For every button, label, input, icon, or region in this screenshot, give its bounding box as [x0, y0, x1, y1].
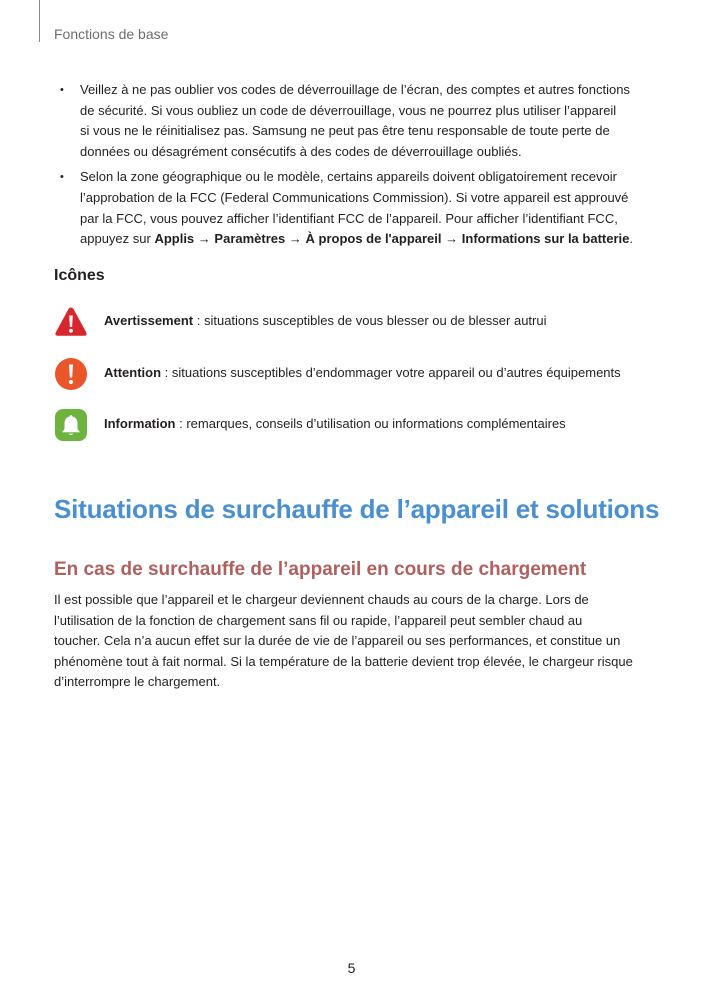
caution-label: Attention — [104, 365, 162, 380]
subsection-title: En cas de surchauffe de l’appareil en cours de chargement — [54, 559, 587, 580]
page-number: 5 — [347, 960, 356, 976]
information-label: Information — [104, 416, 176, 431]
body-paragraph — [54, 590, 654, 693]
bullet-line: de sécurité. Si vous oubliez un code de déverrouillage, vous ne pourrez plus utiliser l’appareil — [80, 102, 617, 118]
paragraph-line: d’interrompre le chargement. — [54, 674, 221, 690]
warning-text: : situations susceptibles de vous blesser ou de blesser autrui — [193, 313, 547, 328]
icons-heading: Icônes — [54, 267, 105, 284]
bullet-line: par la FCC, vous pouvez afficher l’identifiant FCC de l’appareil. Pour afficher l’identifiant FCC, — [80, 210, 618, 226]
paragraph-line: phénomène tout à fait normal. Si la température de la batterie devient trop élevée, le chargeur risque — [54, 653, 633, 669]
icon-legend-information — [54, 408, 654, 448]
bullet-line: si vous ne le réinitialisez pas. Samsung ne peut pas être tenu responsable de toute perte de — [80, 123, 610, 139]
running-header: Fonctions de base — [54, 26, 169, 42]
menu-step-battery-info: Informations sur la batterie — [461, 231, 630, 247]
bullet-dot-icon: • — [60, 84, 64, 96]
icon-legend-caution — [54, 357, 654, 397]
bullet-item-fcc — [54, 167, 654, 249]
paragraph-line: l’utilisation de la fonction de chargement sans fil ou rapide, l’appareil peut sembler chaud au — [54, 612, 583, 628]
menu-step-about-device: À propos de l'appareil — [305, 231, 442, 247]
paragraph-line: toucher. Cela n’a aucun effet sur la durée de vie de l’appareil ou ses performances, et constitue un — [54, 633, 621, 649]
bullet-list — [54, 80, 654, 255]
bullet-line: l’approbation de la FCC (Federal Communications Commission). Si votre appareil est approuvé — [80, 189, 629, 205]
menu-path — [80, 229, 654, 250]
warning-description — [104, 313, 547, 328]
menu-path-suffix: . — [629, 231, 633, 247]
section-title: Situations de surchauffe de l’appareil et solutions — [54, 494, 660, 524]
menu-step-apps: Applis — [154, 231, 195, 247]
information-text: : remarques, conseils d’utilisation ou informations complémentaires — [175, 416, 566, 431]
bullet-dot-icon: • — [60, 171, 64, 184]
bullet-line: données ou désagrément consécutifs à des codes de déverrouillage oubliés. — [80, 143, 522, 159]
caution-exclamation-icon — [54, 357, 88, 391]
arrow-icon: → — [288, 231, 302, 247]
warning-label: Avertissement — [104, 313, 194, 328]
header-divider — [39, 0, 40, 42]
caution-text: : situations susceptibles d’endommager votre appareil ou d’autres équipements — [161, 365, 621, 380]
information-description — [104, 416, 566, 431]
information-bell-icon — [54, 408, 88, 442]
bullet-line: Selon la zone géographique ou le modèle, certains appareils doivent obligatoirement recevoir — [80, 169, 617, 185]
caution-description — [104, 365, 621, 380]
bullet-item-unlock-codes — [54, 80, 654, 162]
menu-path-prefix: appuyez sur — [80, 231, 155, 247]
menu-step-settings: Paramètres — [214, 231, 286, 247]
paragraph-line: Il est possible que l’appareil et le chargeur deviennent chauds au cours de la charge. Lors de — [54, 592, 589, 607]
icon-legend-warning — [54, 305, 654, 345]
arrow-icon: → — [197, 231, 211, 247]
warning-triangle-icon — [54, 305, 88, 339]
arrow-icon: → — [445, 231, 459, 247]
bullet-line: Veillez à ne pas oublier vos codes de déverrouillage de l’écran, des comptes et autres fonctions — [80, 82, 630, 97]
